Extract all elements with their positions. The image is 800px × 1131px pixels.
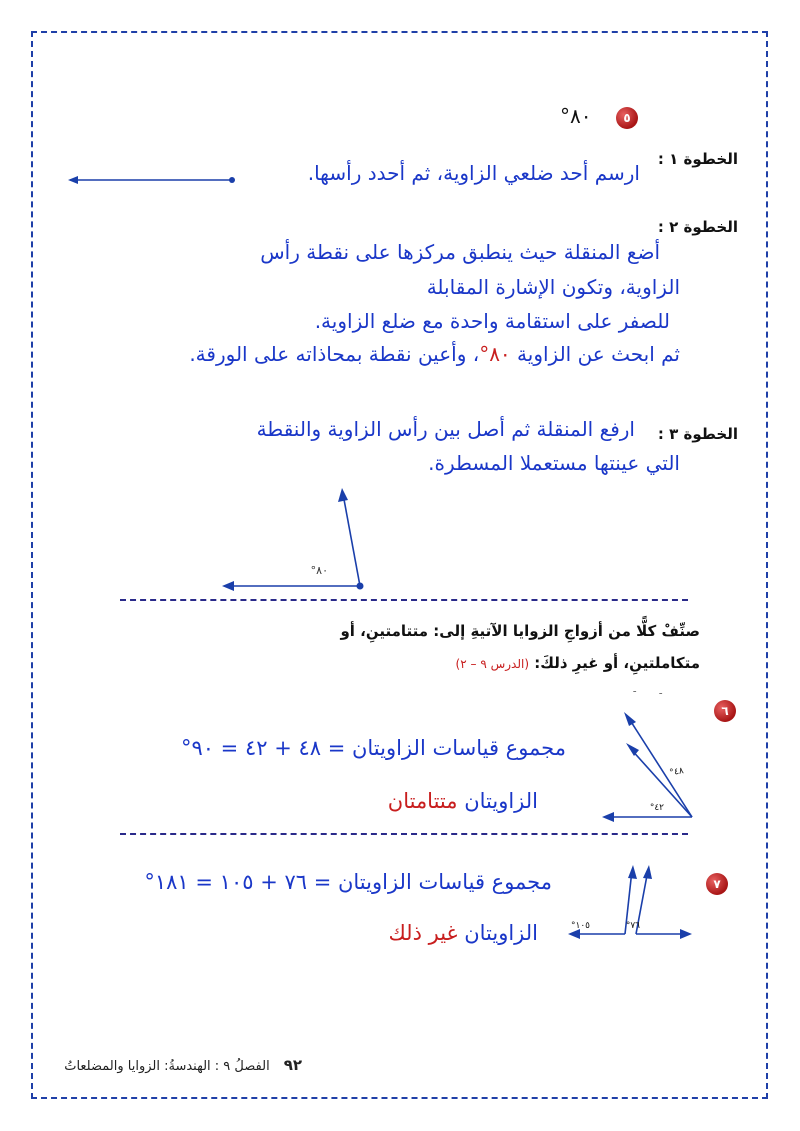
page-footer: [64, 1056, 302, 1074]
angle-105-label: ١٠٥°: [570, 921, 590, 931]
step-2-line-4-start: ثم ابحث عن الزاوية: [510, 342, 680, 366]
target-angle: ٨٠°: [560, 104, 592, 128]
step-3-label: الخطوة ٣ :: [657, 425, 738, 443]
question-7-result-value: غير ذلك: [388, 921, 458, 945]
question-7-result-label: الزاويتان: [457, 921, 538, 945]
question-number-6: [714, 700, 736, 722]
svg-text:ـ: ـ: [633, 688, 636, 695]
instructions-line-1: صنِّفْ كلًّا من أزواجِ الزوايا الآتيةِ إلى: متتامتينِ، أو: [340, 622, 700, 640]
question-6-sum-text: مجموع قياسات الزاويتان = ٤٨ + ٤٢ = ٩٠°: [180, 736, 566, 760]
angle-48-label: ٤٨°: [668, 766, 685, 779]
question-6-result-label: الزاويتان: [457, 789, 538, 813]
step-2-line-4-end: ، وأعين نقطة بمحاذاته على الورقة.: [189, 342, 480, 366]
step-3-line-1: ارفع المنقلة ثم أصل بين رأس الزاوية والنقطة: [256, 417, 635, 441]
question-6-angle-figure: [596, 688, 706, 828]
lesson-reference: (الدرس ٩ – ٢): [455, 657, 530, 671]
question-number-text: ٥: [623, 111, 631, 125]
step-3-line-2: التي عينتها مستعملا المسطرة.: [428, 451, 680, 475]
step-2-line-4: [189, 342, 680, 366]
section-divider-2: [120, 833, 688, 835]
step-2-label: الخطوة ٢ :: [657, 218, 738, 236]
step-2-line-2: الزاوية، وتكون الإشارة المقابلة: [426, 275, 680, 299]
step-1-text: ارسم أحد ضلعي الزاوية، ثم أحدد رأسها.: [307, 161, 640, 185]
question-6-result-value: متتامتان: [387, 789, 458, 813]
step-1-ray-figure: [60, 170, 240, 192]
question-number-7: [706, 873, 728, 895]
instructions-line-2-text: متكاملتينِ، أو غيرِ ذلكَ:: [534, 654, 700, 672]
question-number-text: ٦: [721, 704, 729, 718]
question-7-angle-figure: [560, 862, 695, 942]
step-2-angle-value: ٨٠°: [479, 342, 511, 366]
question-6-result: [388, 789, 538, 813]
page-number: ٩٢: [283, 1056, 302, 1074]
question-7-result: [388, 921, 538, 945]
angle-80-label: ٨٠°: [310, 564, 328, 577]
section-divider-1: [120, 599, 688, 601]
question-number-text: ٧: [713, 877, 721, 891]
instructions-line-2: [456, 654, 700, 672]
svg-text:ـ: ـ: [659, 688, 662, 697]
step-1-label: الخطوة ١ :: [657, 150, 738, 168]
step-2-line-3: للصفر على استقامة واحدة مع ضلع الزاوية.: [314, 309, 670, 333]
angle-42-label: ٤٢°: [649, 803, 664, 813]
chapter-title: الفصلُ ٩ : الهندسةُ: الزوايا والمضلعاتُ: [64, 1059, 270, 1074]
angle-76-label: ٧٦°: [625, 921, 640, 931]
step-2-line-1: أضع المنقلة حيث ينطبق مركزها على نقطة رأس: [260, 240, 660, 264]
question-7-sum: مجموع قياسات الزاويتان = ٧٦ + ١٠٥ = ١٨١°: [144, 870, 552, 894]
angle-80-figure: [210, 480, 380, 605]
question-number-5: [616, 107, 638, 129]
question-6-sum: [181, 736, 566, 760]
